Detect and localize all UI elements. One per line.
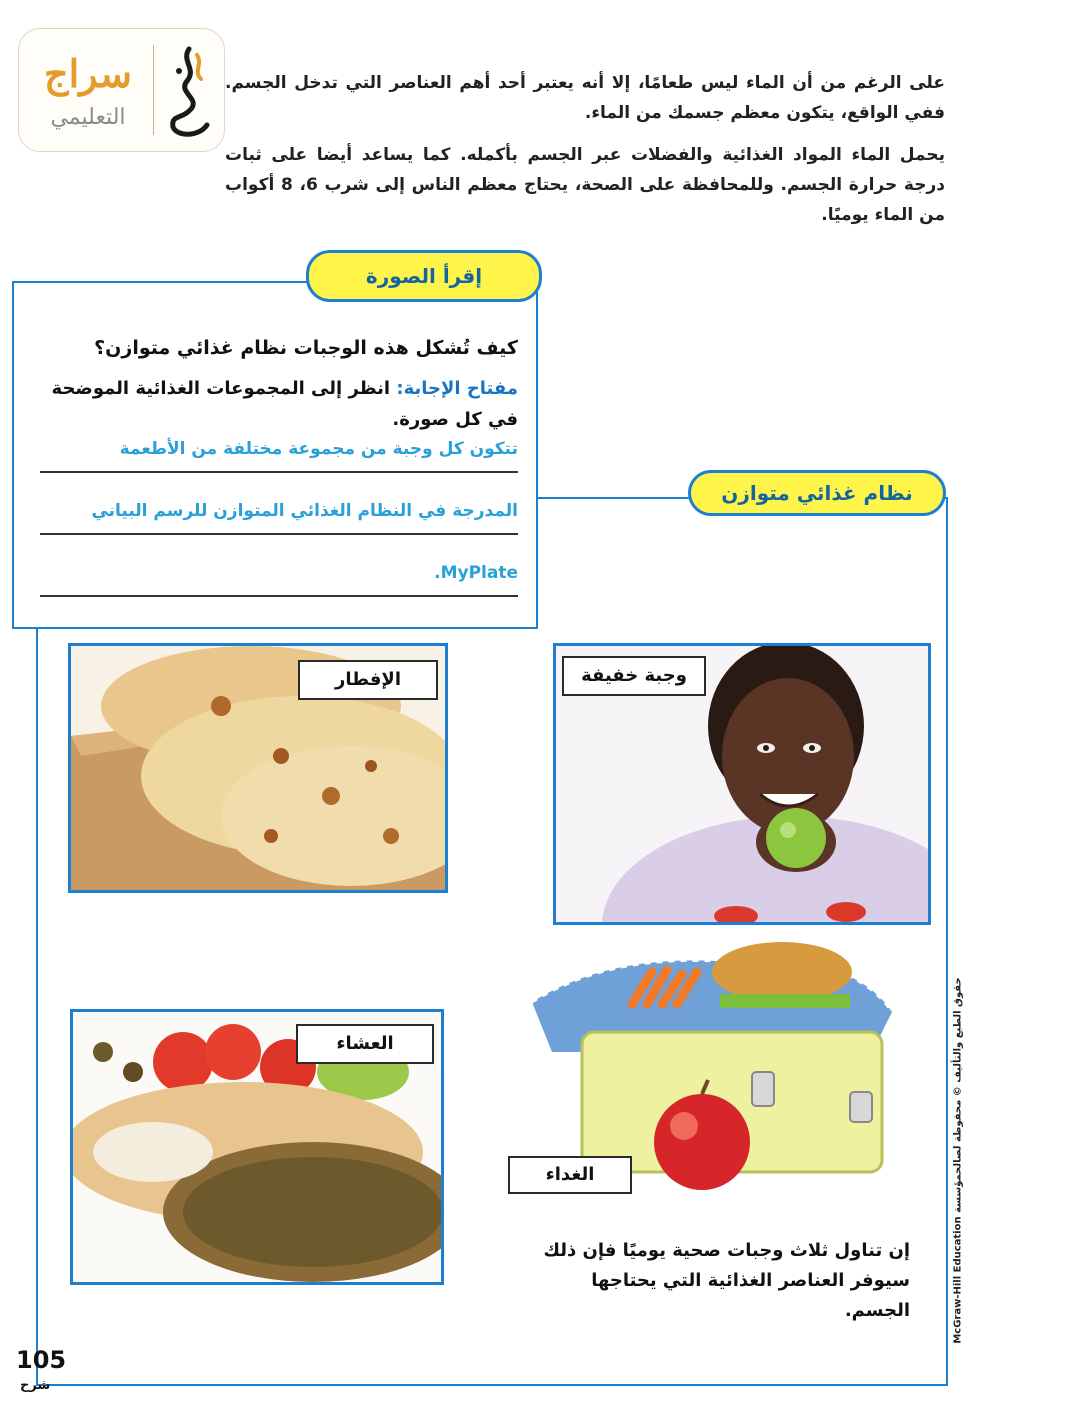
page-section-label: شرح	[20, 1378, 51, 1393]
copyright-credit	[948, 930, 968, 1400]
answer-key-label: مفتاح الإجابة:	[396, 378, 518, 399]
dinner-label: العشاء	[296, 1024, 434, 1064]
page-number: 105	[16, 1346, 67, 1374]
read-picture-panel	[12, 281, 538, 629]
answer-key-text: انظر إلى المجموعات الغذائية الموضحة في كل صورة.	[51, 378, 518, 430]
intro-paragraph-1: على الرغم من أن الماء ليس طعامًا، إلا أنه يعتبر أحد أهم العناصر التي تدخل الجسم. ففي الواقع، يتكون معظم جسمك من الماء.	[225, 73, 945, 123]
answer-line-1: تتكون كل وجبة من مجموعة مختلفة من الأطعمة	[40, 431, 518, 473]
logo-divider	[153, 45, 154, 135]
answer-line-2: المدرجة في النظام الغذائي المتوازن للرسم البياني	[40, 493, 518, 535]
balanced-diet-tab: نظام غذائي متوازن	[688, 470, 946, 516]
question-text: كيف تُشكل هذه الوجبات نظام غذائي متوازن؟	[94, 337, 518, 359]
snack-label: وجبة خفيفة	[562, 656, 706, 696]
answer-line-3: MyPlate.	[40, 555, 518, 597]
calligraphy-icon	[159, 41, 219, 141]
answer-key	[38, 373, 518, 435]
logo-subtitle: التعليمي	[50, 105, 126, 130]
lunch-label: الغداء	[508, 1156, 632, 1194]
breakfast-label: الإفطار	[298, 660, 438, 700]
copyright-text: حقوق الطبع والتأليف © محفوظة لصالحمؤسسة McGraw-Hill Education	[952, 977, 964, 1344]
intro-paragraph-2: يحمل الماء المواد الغذائية والفضلات عبر الجسم بأكمله. كما يساعد أيضا على ثبات درجة حرارة الجسم. وللمحافظة على الصحة، يحتاج معظم الناس إلى شرب 6، 8 أكواب من الماء يوميًا.	[225, 145, 945, 225]
publisher-logo	[18, 28, 225, 152]
read-picture-tab: إقرأ الصورة	[306, 250, 542, 302]
logo-word: سراج	[44, 51, 132, 96]
summary-text: إن تناول ثلاث وجبات صحية يوميًا فإن ذلك سيوفر العناصر الغذائية التي يحتاجها الجسم.	[543, 1240, 910, 1321]
